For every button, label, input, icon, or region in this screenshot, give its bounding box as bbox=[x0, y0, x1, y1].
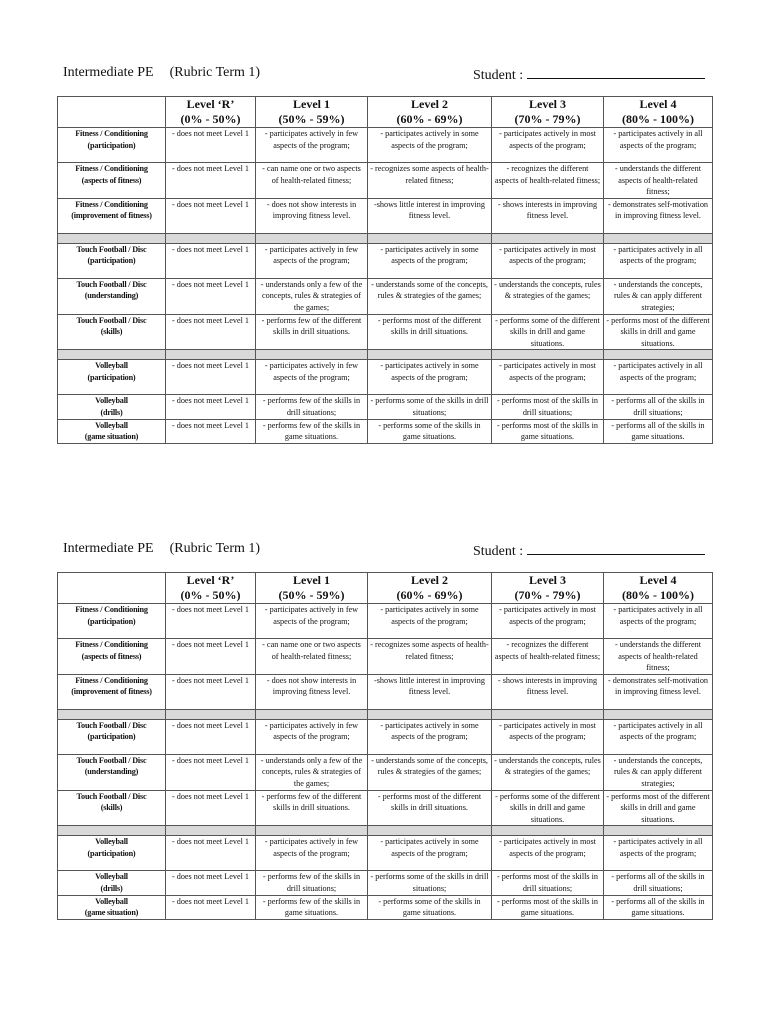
criterion-activity: Fitness / Conditioning bbox=[75, 640, 148, 649]
descriptor-cell: - performs few of the different skills in drill situations. bbox=[256, 790, 368, 826]
criterion-aspect: (improvement of fitness) bbox=[71, 211, 152, 221]
descriptor-cell: - does not meet Level 1 bbox=[166, 198, 256, 233]
descriptor-cell: - performs some of the skills in drill situations; bbox=[368, 395, 492, 419]
level-header bbox=[256, 97, 368, 128]
criterion-label bbox=[58, 243, 166, 278]
descriptor-cell: - performs most of the different skills in drill and game situations. bbox=[604, 790, 713, 826]
criterion-label bbox=[58, 674, 166, 709]
table-row bbox=[58, 395, 713, 419]
descriptor-cell: - does not meet Level 1 bbox=[166, 360, 256, 395]
descriptor-cell: - does not meet Level 1 bbox=[166, 419, 256, 443]
divider-cell bbox=[166, 350, 256, 360]
level-header bbox=[368, 573, 492, 604]
descriptor-cell: - participates actively in all aspects of the program; bbox=[604, 719, 713, 754]
table-row bbox=[58, 604, 713, 639]
level-range: (80% - 100%) bbox=[622, 588, 694, 602]
divider-cell bbox=[256, 233, 368, 243]
level-header bbox=[604, 573, 713, 604]
descriptor-cell: - does not meet Level 1 bbox=[166, 395, 256, 419]
descriptor-cell: - performs most of the skills in game situations. bbox=[492, 895, 604, 919]
level-range: (70% - 79%) bbox=[514, 588, 581, 602]
table-row bbox=[58, 278, 713, 314]
table-row bbox=[58, 836, 713, 871]
descriptor-cell: - participates actively in most aspects of the program; bbox=[492, 128, 604, 163]
criterion-aspect: (drills) bbox=[100, 883, 123, 893]
level-header bbox=[256, 573, 368, 604]
student-name-blank[interactable] bbox=[527, 541, 705, 555]
descriptor-cell: - understands the different aspects of health-related fitness; bbox=[604, 163, 713, 199]
descriptor-cell: - performs few of the skills in game situations. bbox=[256, 895, 368, 919]
descriptor-cell: - does not show interests in improving fitness level. bbox=[256, 198, 368, 233]
criterion-aspect: (participation) bbox=[87, 140, 136, 150]
level-name: Level 2 bbox=[411, 573, 448, 587]
descriptor-cell: - participates actively in few aspects of the program; bbox=[256, 360, 368, 395]
table-row bbox=[58, 243, 713, 278]
criterion-aspect: (game situation) bbox=[84, 432, 139, 442]
rubric-table bbox=[57, 572, 713, 920]
criterion-aspect: (skills) bbox=[100, 327, 123, 337]
criterion-label bbox=[58, 604, 166, 639]
descriptor-cell: - understands only a few of the concepts, rules & strategies of the games; bbox=[256, 754, 368, 790]
course-name: Intermediate PE bbox=[63, 65, 154, 80]
criterion-label bbox=[58, 198, 166, 233]
table-row bbox=[58, 754, 713, 790]
section-divider bbox=[58, 233, 713, 243]
level-header bbox=[604, 97, 713, 128]
descriptor-cell: - performs all of the skills in drill situations; bbox=[604, 395, 713, 419]
criterion-label bbox=[58, 836, 166, 871]
descriptor-cell: - performs some of the skills in game situations. bbox=[368, 419, 492, 443]
divider-cell bbox=[166, 233, 256, 243]
divider-cell bbox=[166, 826, 256, 836]
rubric-term: (Rubric Term 1) bbox=[169, 541, 261, 556]
descriptor-cell: - participates actively in all aspects of the program; bbox=[604, 604, 713, 639]
student-field bbox=[473, 65, 705, 84]
level-range: (0% - 50%) bbox=[180, 588, 241, 602]
criterion-aspect: (participation) bbox=[87, 848, 136, 858]
rubric-table bbox=[57, 96, 713, 444]
criterion-label bbox=[58, 419, 166, 443]
level-name: Level 3 bbox=[529, 573, 566, 587]
descriptor-cell: - recognizes some aspects of health-related fitness; bbox=[368, 163, 492, 199]
criterion-label bbox=[58, 128, 166, 163]
descriptor-cell: - does not meet Level 1 bbox=[166, 895, 256, 919]
level-header-row bbox=[58, 573, 713, 604]
rubric-term: (Rubric Term 1) bbox=[169, 65, 261, 80]
divider-cell bbox=[58, 233, 166, 243]
descriptor-cell: - participates actively in few aspects of the program; bbox=[256, 719, 368, 754]
descriptor-cell: - understands some of the concepts, rules & strategies of the games; bbox=[368, 278, 492, 314]
level-range: (50% - 59%) bbox=[278, 112, 345, 126]
section-divider bbox=[58, 350, 713, 360]
criterion-label bbox=[58, 639, 166, 675]
level-header bbox=[58, 573, 166, 604]
descriptor-cell: - does not meet Level 1 bbox=[166, 836, 256, 871]
criterion-activity: Fitness / Conditioning bbox=[75, 199, 148, 209]
descriptor-cell: - shows interests in improving fitness level. bbox=[492, 198, 604, 233]
level-header-row bbox=[58, 97, 713, 128]
criterion-aspect: (improvement of fitness) bbox=[71, 687, 152, 697]
descriptor-cell: - participates actively in few aspects of the program; bbox=[256, 128, 368, 163]
descriptor-cell: - participates actively in most aspects of the program; bbox=[492, 360, 604, 395]
student-label: Student : bbox=[473, 544, 524, 559]
descriptor-cell: - participates actively in most aspects of the program; bbox=[492, 243, 604, 278]
descriptor-cell: - participates actively in some aspects of the program; bbox=[368, 243, 492, 278]
descriptor-cell: - does not meet Level 1 bbox=[166, 243, 256, 278]
descriptor-cell: -shows little interest in improving fitness level. bbox=[368, 674, 492, 709]
level-header bbox=[492, 573, 604, 604]
criterion-label bbox=[58, 278, 166, 314]
descriptor-cell: - does not meet Level 1 bbox=[166, 674, 256, 709]
criterion-label bbox=[58, 163, 166, 199]
level-header bbox=[166, 573, 256, 604]
criterion-label bbox=[58, 754, 166, 790]
descriptor-cell: - understands the concepts, rules & strategies of the games; bbox=[492, 278, 604, 314]
criterion-activity: Fitness / Conditioning bbox=[75, 164, 148, 173]
descriptor-cell: - participates actively in few aspects of the program; bbox=[256, 243, 368, 278]
level-name: Level ‘R’ bbox=[186, 97, 235, 111]
criterion-label bbox=[58, 790, 166, 826]
criterion-activity: Touch Football / Disc bbox=[76, 244, 147, 254]
level-name: Level 3 bbox=[529, 97, 566, 111]
descriptor-cell: - participates actively in most aspects of the program; bbox=[492, 719, 604, 754]
course-name: Intermediate PE bbox=[63, 541, 154, 556]
descriptor-cell: - participates actively in most aspects of the program; bbox=[492, 604, 604, 639]
sheet-heading bbox=[57, 541, 712, 563]
criterion-activity: Volleyball bbox=[95, 361, 128, 371]
table-row bbox=[58, 419, 713, 443]
criterion-aspect: (participation) bbox=[87, 616, 136, 626]
criterion-label bbox=[58, 895, 166, 919]
divider-cell bbox=[604, 233, 713, 243]
descriptor-cell: - participates actively in some aspects of the program; bbox=[368, 128, 492, 163]
descriptor-cell: - recognizes the different aspects of health-related fitness; bbox=[492, 639, 604, 675]
level-header bbox=[58, 97, 166, 128]
section-divider bbox=[58, 826, 713, 836]
descriptor-cell: - participates actively in all aspects of the program; bbox=[604, 128, 713, 163]
criterion-aspect: (participation) bbox=[87, 732, 136, 742]
descriptor-cell: - performs some of the different skills in drill and game situations. bbox=[492, 314, 604, 350]
criterion-activity: Volleyball bbox=[95, 420, 128, 430]
course-title bbox=[63, 65, 260, 81]
divider-cell bbox=[166, 709, 256, 719]
descriptor-cell: - performs some of the skills in drill situations; bbox=[368, 871, 492, 895]
descriptor-cell: - participates actively in some aspects of the program; bbox=[368, 836, 492, 871]
descriptor-cell: - understands the different aspects of health-related fitness; bbox=[604, 639, 713, 675]
descriptor-cell: - does not meet Level 1 bbox=[166, 871, 256, 895]
rubric-sheet-2 bbox=[57, 541, 712, 920]
descriptor-cell: - does not meet Level 1 bbox=[166, 128, 256, 163]
descriptor-cell: - can name one or two aspects of health-related fitness; bbox=[256, 639, 368, 675]
level-range: (60% - 69%) bbox=[396, 112, 463, 126]
criterion-aspect: (skills) bbox=[100, 803, 123, 813]
table-row bbox=[58, 198, 713, 233]
criterion-aspect: (game situation) bbox=[84, 908, 139, 918]
descriptor-cell: - performs few of the skills in drill situations; bbox=[256, 395, 368, 419]
descriptor-cell: - does not meet Level 1 bbox=[166, 278, 256, 314]
criterion-activity: Volleyball bbox=[95, 396, 128, 406]
descriptor-cell: - recognizes some aspects of health-related fitness; bbox=[368, 639, 492, 675]
table-row bbox=[58, 314, 713, 350]
level-range: (80% - 100%) bbox=[622, 112, 694, 126]
descriptor-cell: - participates actively in some aspects of the program; bbox=[368, 604, 492, 639]
level-name: Level 1 bbox=[293, 573, 330, 587]
divider-cell bbox=[256, 350, 368, 360]
descriptor-cell: - does not show interests in improving fitness level. bbox=[256, 674, 368, 709]
descriptor-cell: - does not meet Level 1 bbox=[166, 639, 256, 675]
table-row bbox=[58, 163, 713, 199]
criterion-aspect: (aspects of fitness) bbox=[81, 651, 142, 661]
divider-cell bbox=[604, 350, 713, 360]
criterion-activity: Touch Football / Disc bbox=[76, 791, 147, 801]
level-name: Level 4 bbox=[639, 97, 677, 111]
criterion-activity: Volleyball bbox=[95, 896, 128, 906]
descriptor-cell: - understands the concepts, rules & strategies of the games; bbox=[492, 754, 604, 790]
divider-cell bbox=[256, 826, 368, 836]
divider-cell bbox=[492, 826, 604, 836]
student-label: Student : bbox=[473, 68, 524, 83]
level-range: (0% - 50%) bbox=[180, 112, 241, 126]
criterion-activity: Touch Football / Disc bbox=[76, 315, 147, 325]
level-name: Level 4 bbox=[639, 573, 677, 587]
descriptor-cell: - recognizes the different aspects of health-related fitness; bbox=[492, 163, 604, 199]
divider-cell bbox=[58, 350, 166, 360]
descriptor-cell: - performs most of the skills in game situations. bbox=[492, 419, 604, 443]
criterion-label bbox=[58, 871, 166, 895]
descriptor-cell: - understands only a few of the concepts, rules & strategies of the games; bbox=[256, 278, 368, 314]
descriptor-cell: - participates actively in some aspects of the program; bbox=[368, 360, 492, 395]
student-name-blank[interactable] bbox=[527, 65, 705, 79]
level-header bbox=[368, 97, 492, 128]
table-row bbox=[58, 674, 713, 709]
descriptor-cell: - shows interests in improving fitness level. bbox=[492, 674, 604, 709]
descriptor-cell: - does not meet Level 1 bbox=[166, 314, 256, 350]
criterion-activity: Touch Football / Disc bbox=[76, 279, 147, 289]
descriptor-cell: - participates actively in few aspects of the program; bbox=[256, 604, 368, 639]
criterion-aspect: (understanding) bbox=[84, 767, 139, 777]
descriptor-cell: - performs few of the skills in drill situations; bbox=[256, 871, 368, 895]
descriptor-cell: - participates actively in all aspects of the program; bbox=[604, 243, 713, 278]
rubric-sheet-1 bbox=[57, 65, 712, 444]
criterion-label bbox=[58, 395, 166, 419]
descriptor-cell: - demonstrates self-motivation in improving fitness level. bbox=[604, 674, 713, 709]
table-row bbox=[58, 871, 713, 895]
level-header bbox=[492, 97, 604, 128]
sheet-heading bbox=[57, 65, 712, 87]
table-row bbox=[58, 790, 713, 826]
criterion-activity: Fitness / Conditioning bbox=[75, 605, 148, 614]
divider-cell bbox=[58, 709, 166, 719]
divider-cell bbox=[604, 826, 713, 836]
level-name: Level 1 bbox=[293, 97, 330, 111]
course-title bbox=[63, 541, 260, 557]
descriptor-cell: - performs most of the skills in drill situations; bbox=[492, 871, 604, 895]
criterion-aspect: (participation) bbox=[87, 372, 136, 382]
descriptor-cell: - performs some of the skills in game situations. bbox=[368, 895, 492, 919]
descriptor-cell: -shows little interest in improving fitness level. bbox=[368, 198, 492, 233]
criterion-activity: Touch Football / Disc bbox=[76, 720, 147, 730]
criterion-activity: Fitness / Conditioning bbox=[75, 129, 148, 138]
descriptor-cell: - demonstrates self-motivation in improving fitness level. bbox=[604, 198, 713, 233]
descriptor-cell: - performs few of the different skills in drill situations. bbox=[256, 314, 368, 350]
section-divider bbox=[58, 709, 713, 719]
criterion-aspect: (understanding) bbox=[84, 291, 139, 301]
level-name: Level ‘R’ bbox=[186, 573, 235, 587]
criterion-activity: Volleyball bbox=[95, 837, 128, 847]
criterion-activity: Touch Football / Disc bbox=[76, 755, 147, 765]
descriptor-cell: - performs all of the skills in game situations. bbox=[604, 419, 713, 443]
descriptor-cell: - does not meet Level 1 bbox=[166, 163, 256, 199]
descriptor-cell: - performs all of the skills in game situations. bbox=[604, 895, 713, 919]
divider-cell bbox=[604, 709, 713, 719]
divider-cell bbox=[492, 709, 604, 719]
descriptor-cell: - performs most of the different skills in drill situations. bbox=[368, 790, 492, 826]
divider-cell bbox=[256, 709, 368, 719]
descriptor-cell: - participates actively in all aspects of the program; bbox=[604, 360, 713, 395]
descriptor-cell: - can name one or two aspects of health-related fitness; bbox=[256, 163, 368, 199]
descriptor-cell: - understands the concepts, rules & can apply different strategies; bbox=[604, 754, 713, 790]
criterion-activity: Volleyball bbox=[95, 872, 128, 882]
divider-cell bbox=[492, 350, 604, 360]
level-header bbox=[166, 97, 256, 128]
divider-cell bbox=[368, 350, 492, 360]
descriptor-cell: - does not meet Level 1 bbox=[166, 719, 256, 754]
level-range: (60% - 69%) bbox=[396, 588, 463, 602]
criterion-aspect: (participation) bbox=[87, 256, 136, 266]
descriptor-cell: - participates actively in some aspects of the program; bbox=[368, 719, 492, 754]
table-row bbox=[58, 639, 713, 675]
descriptor-cell: - performs few of the skills in game situations. bbox=[256, 419, 368, 443]
level-range: (70% - 79%) bbox=[514, 112, 581, 126]
criterion-label bbox=[58, 719, 166, 754]
table-row bbox=[58, 360, 713, 395]
descriptor-cell: - performs most of the skills in drill situations; bbox=[492, 395, 604, 419]
descriptor-cell: - understands some of the concepts, rules & strategies of the games; bbox=[368, 754, 492, 790]
level-name: Level 2 bbox=[411, 97, 448, 111]
criterion-label bbox=[58, 314, 166, 350]
descriptor-cell: - performs most of the different skills in drill and game situations. bbox=[604, 314, 713, 350]
descriptor-cell: - performs some of the different skills in drill and game situations. bbox=[492, 790, 604, 826]
criterion-aspect: (aspects of fitness) bbox=[81, 175, 142, 185]
criterion-activity: Fitness / Conditioning bbox=[75, 675, 148, 685]
descriptor-cell: - understands the concepts, rules & can apply different strategies; bbox=[604, 278, 713, 314]
descriptor-cell: - does not meet Level 1 bbox=[166, 604, 256, 639]
divider-cell bbox=[368, 709, 492, 719]
descriptor-cell: - performs all of the skills in drill situations; bbox=[604, 871, 713, 895]
table-row bbox=[58, 128, 713, 163]
descriptor-cell: - does not meet Level 1 bbox=[166, 754, 256, 790]
divider-cell bbox=[368, 826, 492, 836]
table-row bbox=[58, 895, 713, 919]
divider-cell bbox=[58, 826, 166, 836]
descriptor-cell: - performs most of the different skills in drill situations. bbox=[368, 314, 492, 350]
level-range: (50% - 59%) bbox=[278, 588, 345, 602]
student-field bbox=[473, 541, 705, 560]
table-row bbox=[58, 719, 713, 754]
divider-cell bbox=[368, 233, 492, 243]
criterion-aspect: (drills) bbox=[100, 407, 123, 417]
descriptor-cell: - participates actively in few aspects of the program; bbox=[256, 836, 368, 871]
descriptor-cell: - does not meet Level 1 bbox=[166, 790, 256, 826]
divider-cell bbox=[492, 233, 604, 243]
descriptor-cell: - participates actively in most aspects of the program; bbox=[492, 836, 604, 871]
descriptor-cell: - participates actively in all aspects of the program; bbox=[604, 836, 713, 871]
criterion-label bbox=[58, 360, 166, 395]
